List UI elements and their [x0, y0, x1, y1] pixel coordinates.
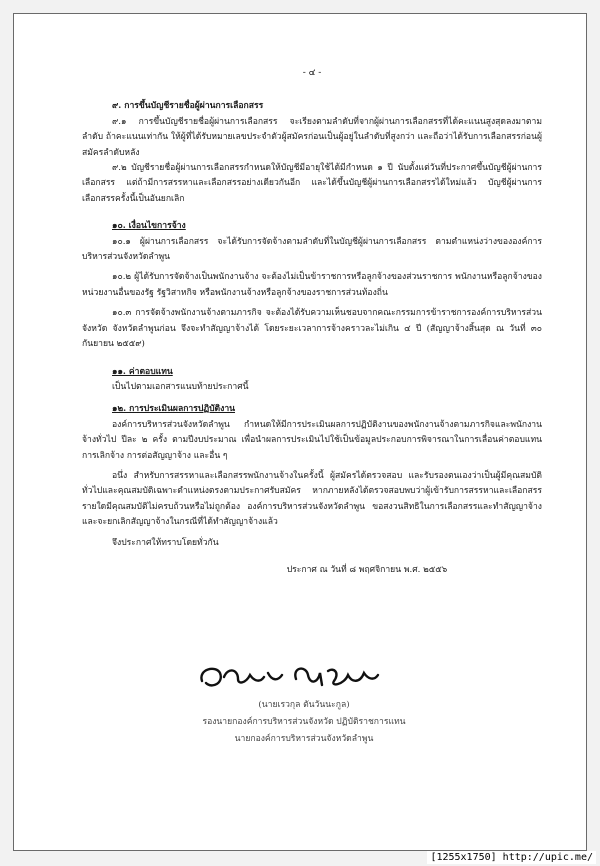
section-10-heading-text: ๑๐. เงื่อนไขการจ้าง [112, 221, 186, 232]
section-10-heading [82, 219, 542, 234]
watermark: [1255x1750] http://upic.me/ [427, 851, 596, 864]
section-11-heading [82, 365, 542, 380]
notice-text: อนึ่ง สำหรับการสรรหาและเลือกสรรพนักงานจ้างในครั้งนี้ ผู้สมัครได้ตรวจสอบ และรับรองตนเองว่าเป็นผู้มีคุณสมบัติทั่วไปและคุณสมบัติเฉพาะตำแหน่งตรงตามประกาศรับสมัคร หากภายหลังได้ตรวจสอบพบว่าผู้เข้ารับการสรรหาและเลือกสรรรายใดมีคุณสมบัติไม่ครบถ้วนหรือไม่ถูกต้อง องค์การบริหารส่วนจังหวัดลำพูน ขอสงวนสิทธิในการเลือกสรรและทำสัญญาจ้างและจะยกเลิกสัญญาจ้างในกรณีที่ได้ทำสัญญาจ้างแล้ว [82, 470, 542, 528]
section-11 [82, 365, 542, 396]
section-12-text: องค์การบริหารส่วนจังหวัดลำพูน กำหนดให้มีการประเมินผลการปฏิบัติงานของพนักงานจ้างตามภารกิจและพนักงานจ้างทั่วไป ปีละ ๒ ครั้ง ตามปีงบประมาณ เพื่อนำผลการประเมินไปใช้เป็นข้อมูลประกอบการพิจารณาในการเลื่อนค่าตอบแทน การเลิกจ้าง การต่อสัญญาจ้าง และอื่น ๆ [82, 419, 542, 461]
section-10-3-text: ๑๐.๓ การจัดจ้างพนักงานจ้างตามภารกิจ จะต้องได้รับความเห็นชอบจากคณะกรรมการข้าราชการองค์การบริหารส่วนจังหวัด จังหวัดลำพูนก่อน จึงจะทำสัญญาจ้างได้ โดยระยะเวลาการจ้างคราวละไม่เกิน ๔ ปี (สัญญาจ้างสิ้นสุด ณ วันที่ ๓๐ กันยายน ๒๕๕๙) [82, 308, 542, 350]
closing-text: จึงประกาศให้ทราบโดยทั่วกัน [112, 537, 219, 548]
section-10 [82, 219, 542, 352]
section-10-1-text: ๑๐.๑ ผู้ผ่านการเลือกสรร จะได้รับการจัดจ้างตามลำดับที่ในบัญชีผู้ผ่านการเลือกสรร ตามตำแหน่งว่างขององค์การบริหารส่วนจังหวัดลำพูน [82, 236, 542, 263]
date-line: ประกาศ ณ วันที่ ๘ พฤศจิกายน พ.ศ. ๒๕๕๖ [286, 564, 448, 575]
section-12-heading [82, 402, 542, 417]
section-12 [82, 402, 542, 530]
document-page [13, 13, 587, 851]
document-body [82, 66, 542, 578]
section-11-text: เป็นไปตามเอกสารแนบท้ายประกาศนี้ [112, 381, 249, 392]
section-9-2-text: ๙.๒ บัญชีรายชื่อผู้ผ่านการเลือกสรรกำหนดให้บัญชีมีอายุใช้ได้มีกำหนด ๑ ปี นับตั้งแต่วันที่ประกาศขึ้นบัญชีผู้ผ่านการเลือกสรร แต่ถ้ามีการสรรหาและเลือกสรรอย่างเดียวกันอีก และได้ขึ้นบัญชีผู้ผ่านการเลือกสรรได้ใหม่แล้ว บัญชีผู้ผ่านการเลือกสรรครั้งนี้เป็นอันยกเลิก [82, 163, 542, 204]
section-9 [82, 99, 542, 207]
page-number: - ๔ - [302, 68, 322, 78]
handwritten-signature [194, 659, 384, 695]
signer-name: (นายเรวกุล ตันวันนะกูล) [258, 700, 350, 710]
signer-position-1: รองนายกองค์การบริหารส่วนจังหวัด ปฏิบัติราชการแทน [202, 717, 406, 727]
signer-position-2: นายกองค์การบริหารส่วนจังหวัดลำพูน [234, 734, 374, 744]
section-9-1-text: ๙.๑ การขึ้นบัญชีรายชื่อผู้ผ่านการเลือกสรร จะเรียงตามลำดับที่จากผู้ผ่านการเลือกสรรที่ได้คะแนนสูงสุดลงมาตามลำดับ ถ้าคะแนนเท่ากัน ให้ผู้ที่ได้รับหมายเลขประจำตัวผู้สมัครก่อนเป็นผู้อยู่ในลำดับที่สูงกว่า และถือว่าได้รับการเลือกสรรก่อนผู้สมัครลำดับหลัง [82, 116, 542, 158]
section-12-heading-text: ๑๒. การประเมินผลการปฏิบัติงาน [112, 404, 236, 415]
section-11-heading-text: ๑๑. ค่าตอบแทน [112, 366, 173, 377]
section-9-heading: ๙. การขึ้นบัญชีรายชื่อผู้ผ่านการเลือกสรร [112, 101, 264, 112]
section-10-2-text: ๑๐.๒ ผู้ได้รับการจัดจ้างเป็นพนักงานจ้าง จะต้องไม่เป็นข้าราชการหรือลูกจ้างของส่วนราชการ พนักงานหรือลูกจ้างของหน่วยงานอื่นของรัฐ รัฐวิสาหกิจ หรือพนักงานจ้างหรือลูกจ้างของราชการส่วนท้องถิ่น [82, 272, 542, 298]
signature-block [134, 659, 474, 746]
